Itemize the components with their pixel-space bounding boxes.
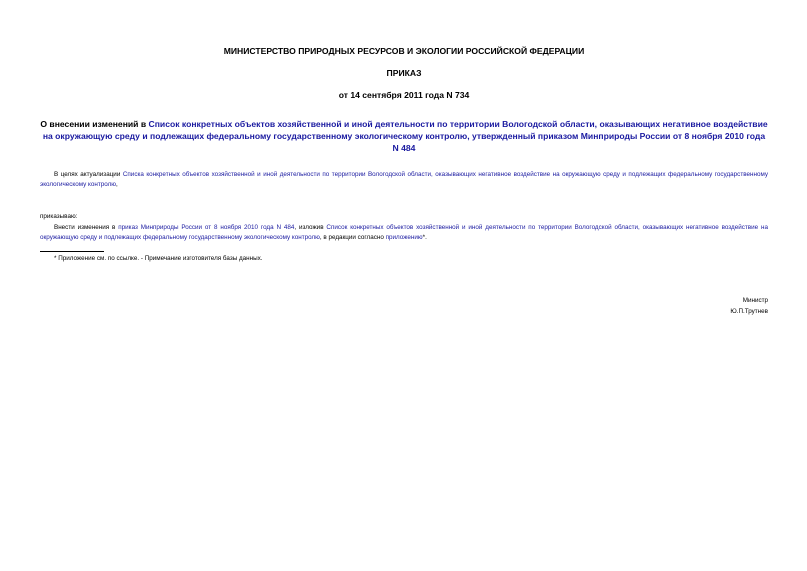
signature-position: Министр — [742, 297, 768, 304]
order-word: приказываю: — [40, 213, 78, 220]
p1-suffix: , — [115, 181, 118, 188]
p2-text-4: *. — [422, 234, 427, 241]
document-type: ПРИКАЗ — [386, 68, 422, 78]
paragraph-order — [40, 223, 768, 243]
paragraph-purpose — [40, 170, 768, 190]
p2-text-3: , в редакции согласно — [319, 234, 386, 241]
document-subject — [40, 118, 768, 154]
document-date-number: от 14 сентября 2011 года N 734 — [338, 90, 470, 100]
subject-prefix: О внесении изменений в — [40, 119, 149, 129]
footnote-divider — [40, 251, 104, 252]
footnote-text: * Приложение см. по ссылке. - Примечание изготовителя базы данных. — [54, 255, 263, 262]
p2-link-order-484[interactable]: приказ Минприроды России от 8 ноября 2010 года N 484 — [118, 224, 295, 231]
p2-text-1: Внести изменения в — [54, 224, 119, 231]
p1-prefix: В целях актуализации — [54, 171, 123, 178]
subject-link-list[interactable]: Список конкретных объектов хозяйственной и иной деятельности по территории Вологодской области, оказывающих негативное воздействие на окружающую среду и подлежащих федеральному государственному экологическому контролю, утвержденный приказом Минприроды России от 8 ноября 2010 года N 484 — [42, 119, 768, 153]
ministry-title: МИНИСТЕРСТВО ПРИРОДНЫХ РЕСУРСОВ И ЭКОЛОГИИ РОССИЙСКОЙ ФЕДЕРАЦИИ — [223, 46, 585, 56]
p2-text-2: , изложив — [294, 224, 327, 231]
p2-link-list[interactable]: Список конкретных объектов хозяйственной и иной деятельности по территории Вологодской области, оказывающих негативное воздействие на окружающую среду и подлежащих федеральному государственному экологическому контролю — [40, 224, 768, 241]
p2-link-appendix[interactable]: приложению — [385, 234, 423, 241]
signature-name: Ю.П.Трутнев — [730, 308, 768, 315]
p1-link-list[interactable]: Списка конкретных объектов хозяйственной и иной деятельности по территории Вологодской области, оказывающих негативное воздействие на окружающую среду и подлежащих федеральному государственному экологическому контролю — [40, 171, 768, 188]
